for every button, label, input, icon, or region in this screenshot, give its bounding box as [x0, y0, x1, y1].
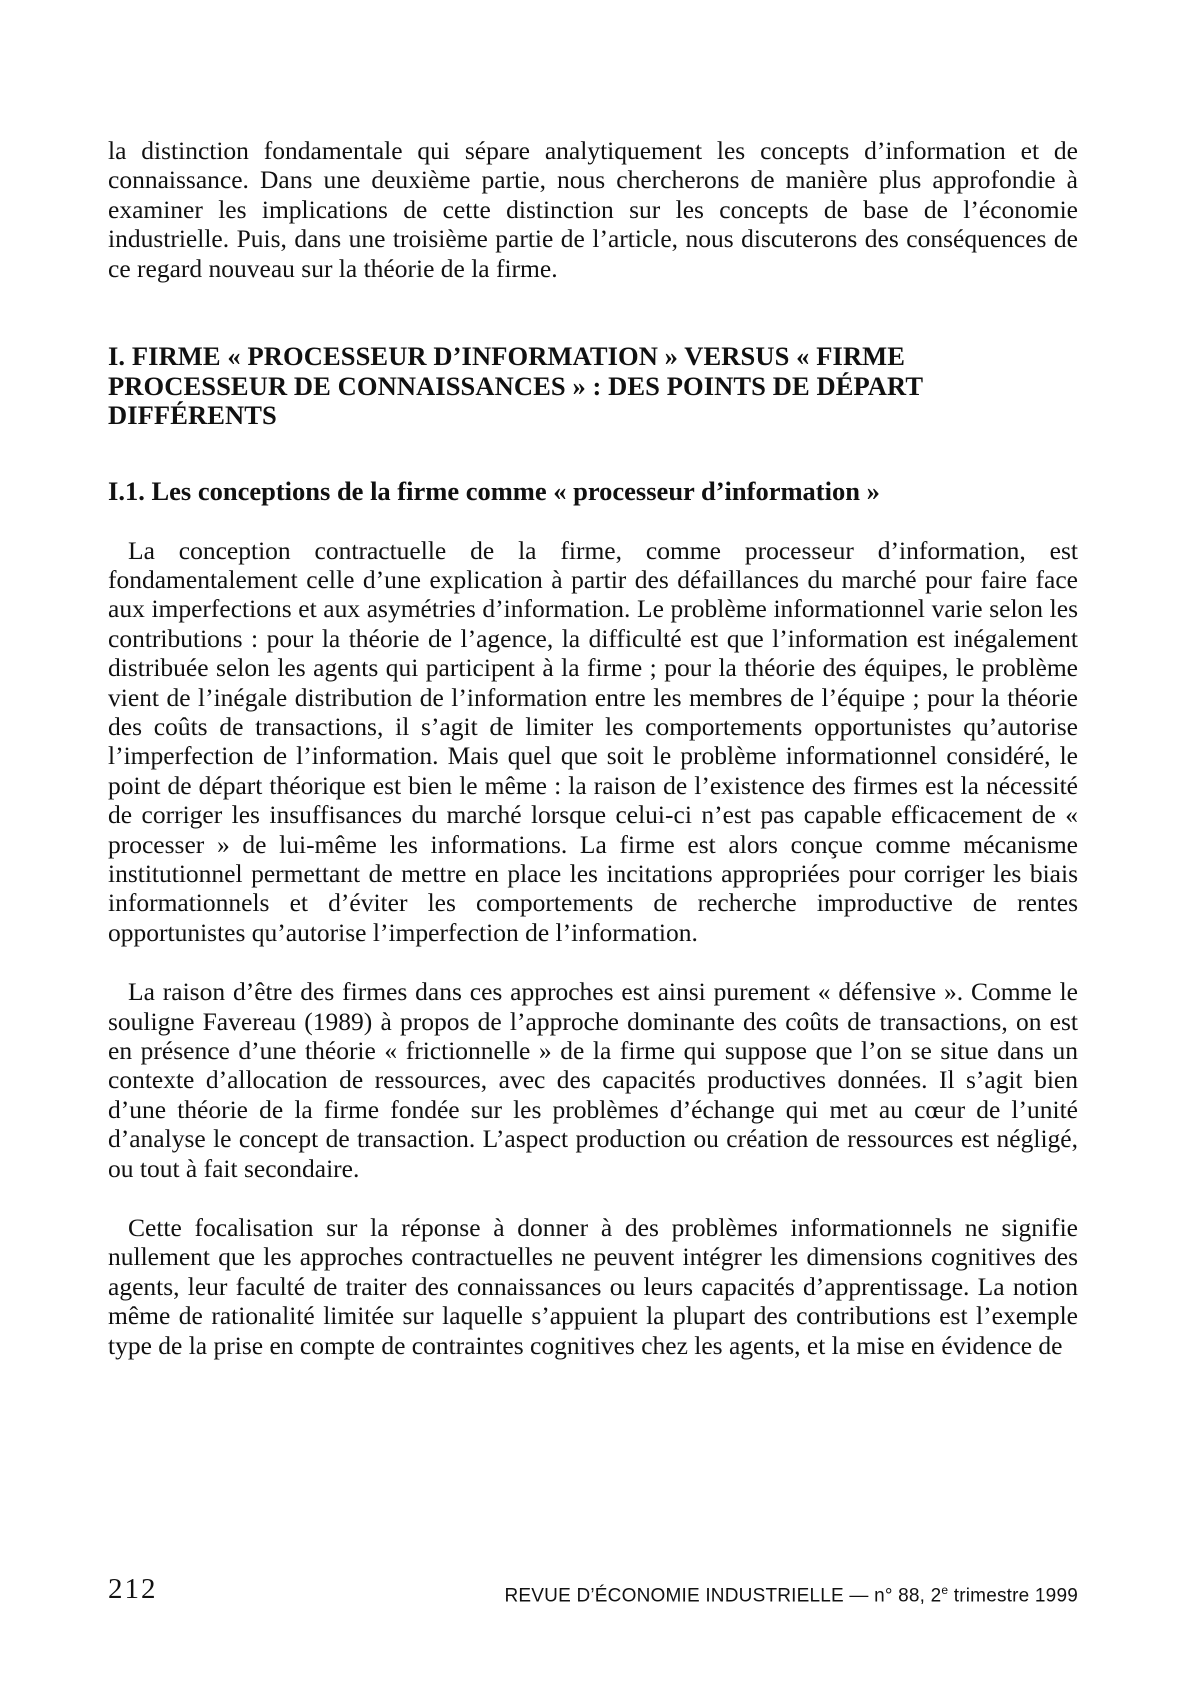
section-heading: I. FIRME « PROCESSEUR D’INFORMATION » VERSUS « FIRME PROCESSEUR DE CONNAISSANCES » : DES POINTS DE DÉPART DIFFÉRENTS — [108, 341, 923, 431]
page-number: 212 — [108, 1573, 158, 1605]
paragraph-defensive-raison-d-etre: La raison d’être des firmes dans ces approches est ainsi purement « défensive ». Comme le souligne Favereau (1989) à propos de l’approche dominante des coûts de transactions, on est en présence d’une théorie « frictionnelle » de la firme qui suppose que l’on se situe dans un contexte d’allocation de ressources, avec des capacités productives données. Il s’agit bien d’une théorie de la firme fondée sur les problèmes d’échange qui met au cœur de l’unité d’analyse le concept de transaction. L’aspect production ou création de ressources est négligé, ou tout à fait secondaire. — [108, 977, 1078, 1183]
page-footer — [108, 1573, 1078, 1607]
subsection-heading: I.1. Les conceptions de la firme comme « processeur d’information » — [108, 475, 880, 506]
paragraph-information-processor: La conception contractuelle de la firme, comme processeur d’information, est fondamentalement celle d’une explication à partir des défaillances du marché pour faire face aux imperfections et aux asymétries d’information. Le problème informationnel varie selon les contributions : pour la théorie de l’agence, la difficulté est que l’information est inégalement distribuée selon les agents qui participent à la firme ; pour la théorie des équipes, le problème vient de l’inégale distribution de l’information entre les membres de l’équipe ; pour la théorie des coûts de transactions, il s’agit de limiter les comportements opportunistes qu’autorise l’imperfection de l’information. Mais quel que soit le problème informationnel considéré, le point de départ théorique est bien le même : la raison de l’existence des firmes est la nécessité de corriger les insuffisances du marché lorsque celui-ci n’est pas capable efficacement de « processer » de lui-même les informations. La firme est alors conçue comme mécanisme institutionnel permettant de mettre en place les incitations appropriées pour corriger les biais informationnels et d’éviter les comportements de recherche improductive de rentes opportunistes qu’autorise l’imperfection de l’information. — [108, 535, 1078, 947]
paragraph-cognitive-dimensions: Cette focalisation sur la réponse à donner à des problèmes informationnels ne signifie nullement que les approches contractuelles ne peuvent intégrer les dimensions cognitives des agents, leur faculté de traiter des connaissances ou leurs capacités d’apprentissage. La notion même de rationalité limitée sur laquelle s’appuient la plupart des contributions est l’exemple type de la prise en compte de contraintes cognitives chez les agents, et la mise en évidence de — [108, 1213, 1078, 1360]
journal-ordinal-suffix: e — [941, 1583, 949, 1597]
journal-reference — [505, 1577, 1078, 1609]
journal-period: trimestre 1999 — [948, 1585, 1078, 1607]
paragraph-intro: la distinction fondamentale qui sépare analytiquement les concepts d’information et de connaissance. Dans une deuxième partie, nous chercherons de manière plus approfondie à examiner les implications de cette distinction sur les concepts de base de l’économie industrielle. Puis, dans une troisième partie de l’article, nous discuterons des conséquences de ce regard nouveau sur la théorie de la firme. — [108, 136, 1078, 283]
page-body — [108, 136, 1078, 1360]
journal-name: REVUE D’ÉCONOMIE INDUSTRIELLE — n° 88, 2 — [504, 1585, 942, 1607]
